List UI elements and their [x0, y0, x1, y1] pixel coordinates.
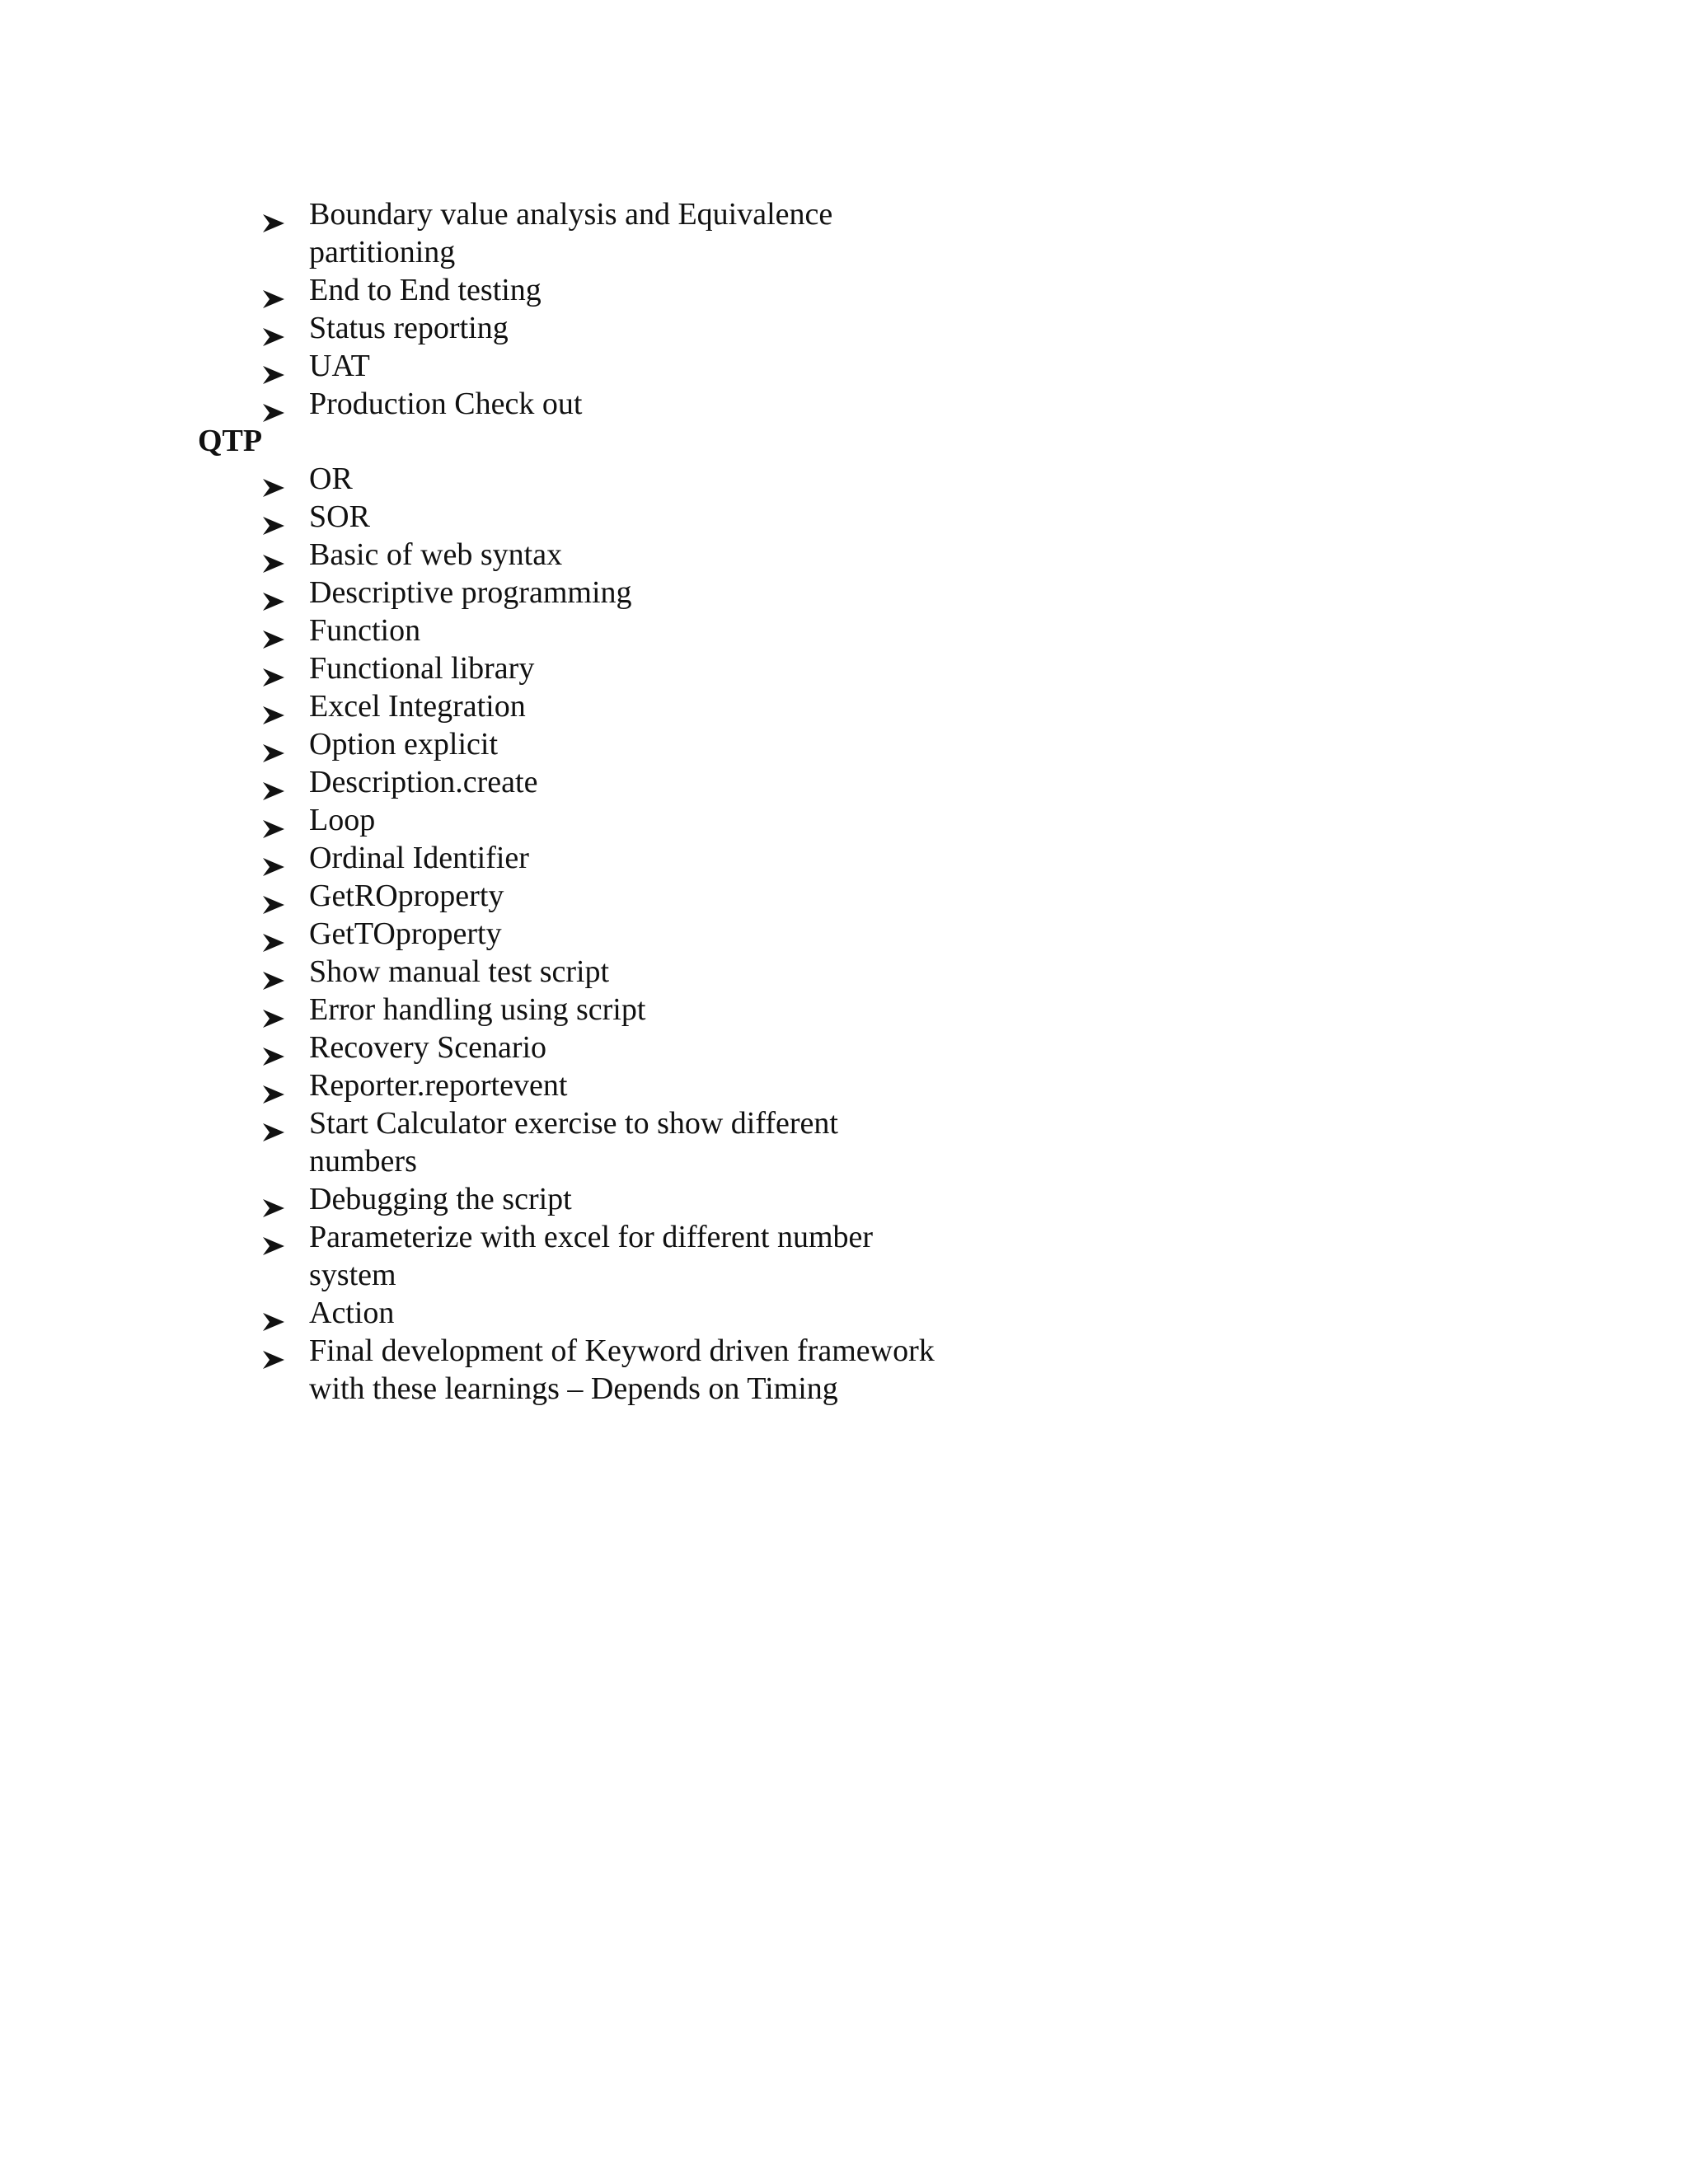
arrowhead-bullet-icon [262, 318, 285, 338]
list-item-text: Option explicit [309, 727, 499, 762]
list-item-text: GetTOproperty [309, 916, 502, 951]
list-item-text: Status reporting [309, 311, 509, 345]
list-item-text: Reporter.reportevent [309, 1068, 568, 1103]
list-item [0, 612, 935, 649]
list-item [0, 649, 935, 687]
list-item-text: Debugging the script [309, 1182, 572, 1216]
list-item [0, 877, 935, 915]
list-item-text: End to End testing [309, 273, 542, 307]
arrowhead-bullet-icon [262, 621, 285, 640]
arrowhead-bullet-icon [262, 280, 285, 300]
list-item-text: Ordinal Identifier [309, 841, 529, 875]
arrowhead-bullet-icon [262, 772, 285, 792]
arrowhead-bullet-icon [262, 507, 285, 527]
list-item-text: Basic of web syntax [309, 537, 563, 572]
list-item [0, 574, 935, 612]
arrowhead-bullet-icon [262, 545, 285, 565]
list-item [0, 763, 935, 801]
arrowhead-bullet-icon [262, 1341, 285, 1361]
arrowhead-bullet-icon [262, 848, 285, 868]
list-item [0, 915, 935, 953]
list-item [0, 1066, 935, 1104]
list-item-text: Descriptive programming [309, 575, 632, 610]
list-item [0, 1029, 935, 1066]
list-item [0, 839, 935, 877]
list-item [0, 1332, 935, 1408]
list-item [0, 687, 935, 725]
arrowhead-bullet-icon [262, 1113, 285, 1133]
arrowhead-bullet-icon [262, 924, 285, 944]
arrowhead-bullet-icon [262, 1227, 285, 1247]
list-item-text: Start Calculator exercise to show different numbers [309, 1106, 838, 1179]
arrowhead-bullet-icon [262, 1303, 285, 1323]
list-item-text: Recovery Scenario [309, 1030, 547, 1065]
arrowhead-bullet-icon [262, 810, 285, 830]
arrowhead-bullet-icon [262, 1000, 285, 1019]
arrowhead-bullet-icon [262, 394, 285, 414]
list-item-text: Description.create [309, 765, 538, 799]
list-item-text: Functional library [309, 651, 535, 686]
arrowhead-bullet-icon [262, 1076, 285, 1095]
arrowhead-bullet-icon [262, 583, 285, 602]
list-item [0, 385, 935, 423]
list-item-text: Boundary value analysis and Equivalence partitioning [309, 197, 833, 269]
list-item [0, 1294, 935, 1332]
list-item [0, 725, 935, 763]
list-item [0, 309, 935, 347]
arrowhead-bullet-icon [262, 696, 285, 716]
list-item [0, 801, 935, 839]
list-item-text: Action [309, 1296, 395, 1330]
list-item [0, 1218, 935, 1294]
list-item [0, 498, 935, 536]
arrowhead-bullet-icon [262, 356, 285, 376]
list-item-text: Parameterize with excel for different number system [309, 1220, 874, 1292]
list-item [0, 1180, 935, 1218]
list-item [0, 1104, 935, 1180]
list-item [0, 953, 935, 991]
list-item-text: SOR [309, 499, 370, 534]
list-item-text: Function [309, 613, 421, 648]
intro-topic-list [0, 195, 935, 423]
list-item-text: GetROproperty [309, 879, 504, 913]
list-item-text: Production Check out [309, 387, 583, 421]
list-item [0, 991, 935, 1029]
arrowhead-bullet-icon [262, 204, 285, 224]
qtp-topic-list [0, 460, 935, 1408]
list-item [0, 347, 935, 385]
arrowhead-bullet-icon [262, 1189, 285, 1209]
list-item-text: UAT [309, 349, 370, 383]
list-item-text: OR [309, 462, 353, 496]
list-item-text: Error handling using script [309, 992, 646, 1027]
list-item-text: Show manual test script [309, 954, 610, 989]
list-item-text: Final development of Keyword driven framework with these learnings – Depends on Timing [309, 1333, 935, 1406]
list-item-text: Loop [309, 803, 376, 837]
arrowhead-bullet-icon [262, 734, 285, 754]
arrowhead-bullet-icon [262, 1038, 285, 1057]
list-item [0, 195, 935, 271]
list-item [0, 536, 935, 574]
list-item [0, 271, 935, 309]
arrowhead-bullet-icon [262, 469, 285, 489]
section-heading-qtp: QTP [198, 424, 263, 458]
arrowhead-bullet-icon [262, 658, 285, 678]
list-item [0, 460, 935, 498]
arrowhead-bullet-icon [262, 962, 285, 982]
arrowhead-bullet-icon [262, 886, 285, 906]
list-item-text: Excel Integration [309, 689, 526, 724]
